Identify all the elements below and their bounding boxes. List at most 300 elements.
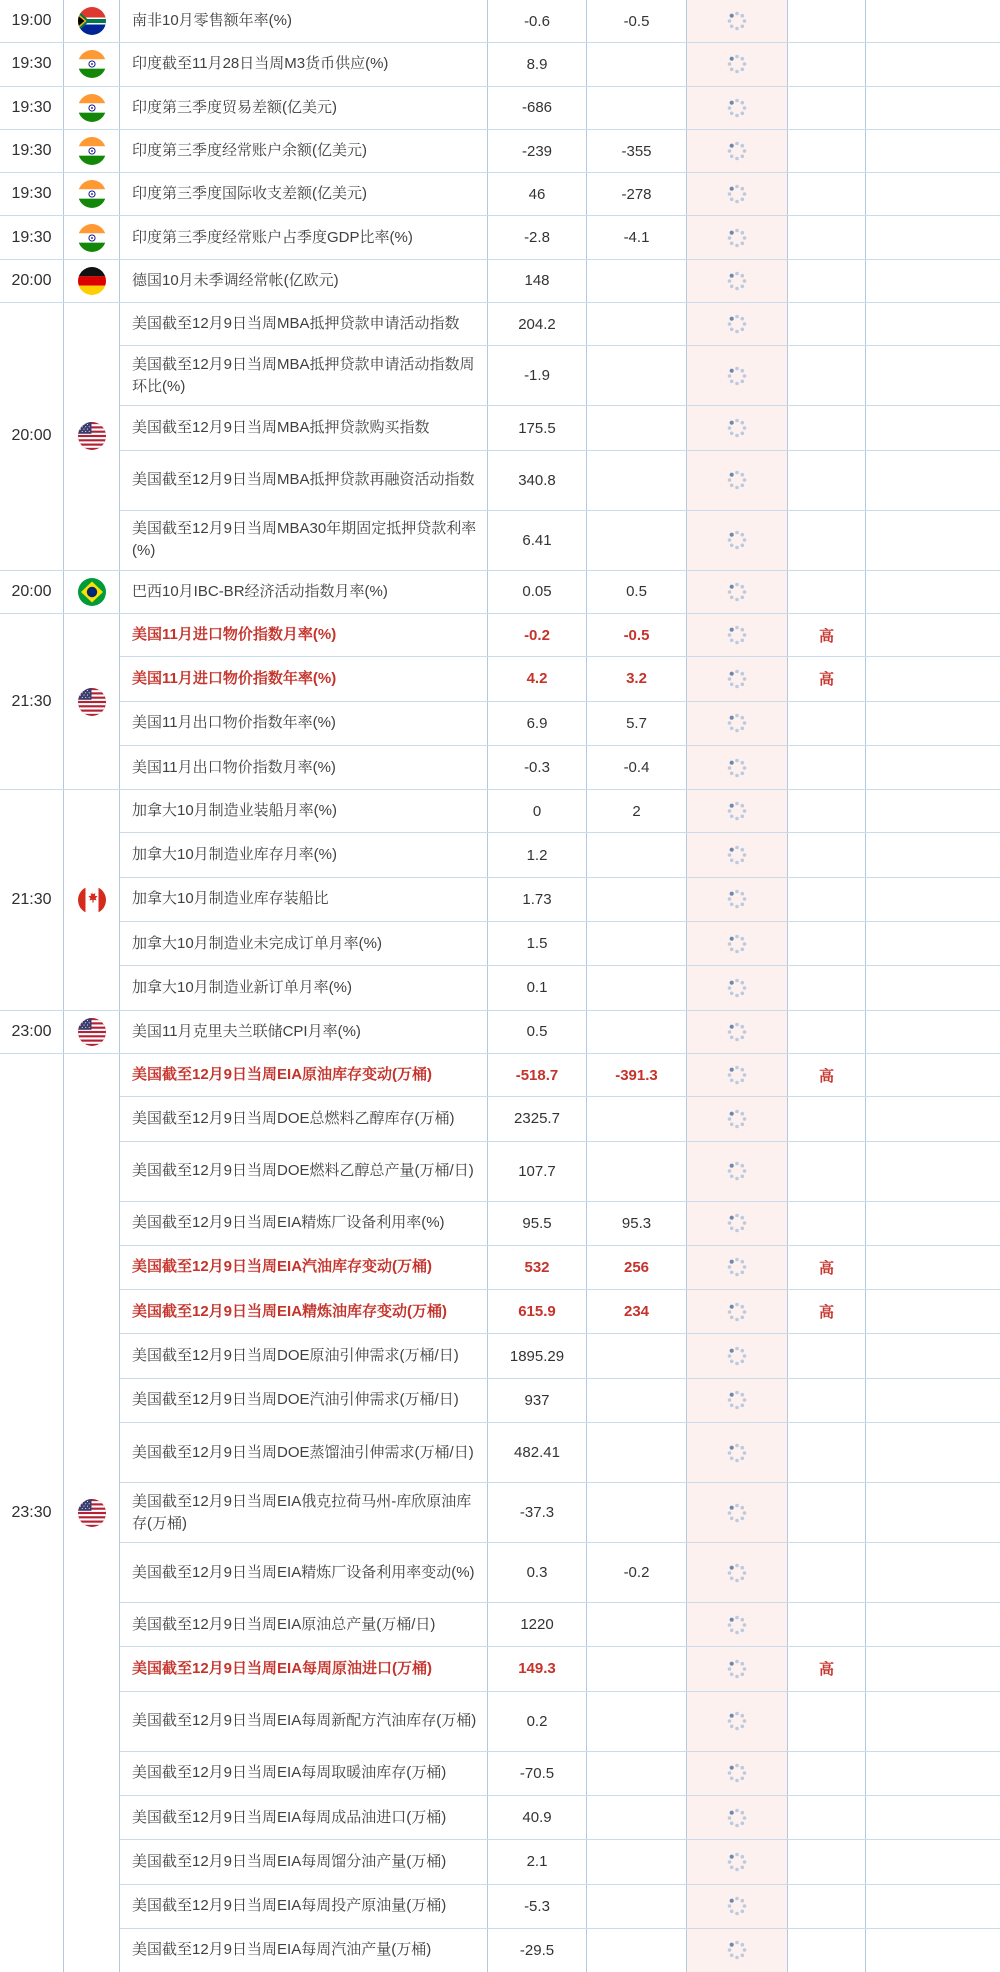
loading-spinner-icon xyxy=(726,270,748,292)
status-cell xyxy=(687,451,788,510)
status-cell xyxy=(687,657,788,700)
loading-spinner-icon xyxy=(726,888,748,910)
status-cell xyxy=(687,260,788,302)
importance-badge xyxy=(788,1142,866,1201)
status-cell xyxy=(687,833,788,876)
status-cell xyxy=(687,303,788,345)
loading-spinner-icon xyxy=(726,1762,748,1784)
importance-badge xyxy=(788,966,866,1009)
loading-spinner-icon xyxy=(726,800,748,822)
forecast-value xyxy=(587,43,687,85)
status-cell xyxy=(687,1647,788,1690)
forecast-value xyxy=(587,833,687,876)
actual-value: 482.41 xyxy=(488,1423,587,1482)
forecast-value xyxy=(587,1692,687,1751)
forecast-value xyxy=(587,1885,687,1928)
flag-usa-icon xyxy=(78,1018,106,1046)
empty-cell xyxy=(866,1246,1000,1289)
importance-badge xyxy=(788,1097,866,1140)
flag-usa-icon xyxy=(78,688,106,716)
actual-value: 2325.7 xyxy=(488,1097,587,1140)
loading-spinner-icon xyxy=(726,97,748,119)
status-cell xyxy=(687,511,788,570)
status-cell xyxy=(687,130,788,172)
table-row[interactable] xyxy=(120,345,1000,405)
flag-india-icon xyxy=(78,94,106,122)
status-cell xyxy=(687,1290,788,1333)
loading-spinner-icon xyxy=(726,1710,748,1732)
importance-badge xyxy=(788,511,866,570)
empty-cell xyxy=(866,657,1000,700)
importance-badge xyxy=(788,571,866,613)
flag-cell xyxy=(64,87,120,129)
empty-cell xyxy=(866,1752,1000,1795)
importance-badge xyxy=(788,1483,866,1542)
importance-badge: 高 xyxy=(788,614,866,656)
status-cell xyxy=(687,216,788,258)
event-label: 美国截至12月9日当周DOE总燃料乙醇库存(万桶) xyxy=(120,1097,488,1140)
forecast-value: -391.3 xyxy=(587,1054,687,1096)
forecast-value xyxy=(587,303,687,345)
table-row[interactable] xyxy=(120,1839,1000,1883)
event-label: 加拿大10月制造业装船月率(%) xyxy=(120,790,488,832)
event-label: 美国11月进口物价指数月率(%) xyxy=(120,614,488,656)
status-cell xyxy=(687,1603,788,1646)
loading-spinner-icon xyxy=(726,757,748,779)
importance-badge xyxy=(788,0,866,42)
forecast-value: 256 xyxy=(587,1246,687,1289)
table-row[interactable] xyxy=(120,1289,1000,1333)
empty-cell xyxy=(866,571,1000,613)
table-row[interactable] xyxy=(120,877,1000,921)
forecast-value xyxy=(587,1423,687,1482)
status-cell xyxy=(687,0,788,42)
table-row[interactable] xyxy=(120,1646,1000,1690)
importance-badge xyxy=(788,303,866,345)
calendar-group xyxy=(0,0,1000,42)
event-label: 美国截至12月9日当周EIA俄克拉荷马州-库欣原油库存(万桶) xyxy=(120,1483,488,1542)
table-row[interactable] xyxy=(120,450,1000,510)
calendar-group xyxy=(0,302,1000,570)
flag-brazil-icon xyxy=(78,578,106,606)
event-label: 美国截至12月9日当周MBA抵押贷款再融资活动指数 xyxy=(120,451,488,510)
flag-canada-icon xyxy=(78,886,106,914)
forecast-value xyxy=(587,1097,687,1140)
status-cell xyxy=(687,1097,788,1140)
status-cell xyxy=(687,614,788,656)
time-cell: 19:30 xyxy=(0,130,64,172)
table-row[interactable] xyxy=(120,130,1000,172)
table-row[interactable] xyxy=(120,1482,1000,1542)
flag-germany-icon xyxy=(78,267,106,295)
empty-cell xyxy=(866,1011,1000,1053)
forecast-value xyxy=(587,1603,687,1646)
time-cell: 23:00 xyxy=(0,1011,64,1053)
forecast-value xyxy=(587,1840,687,1883)
event-label: 美国截至12月9日当周EIA每周汽油产量(万桶) xyxy=(120,1929,488,1972)
empty-cell xyxy=(866,216,1000,258)
event-label: 印度截至11月28日当周M3货币供应(%) xyxy=(120,43,488,85)
status-cell xyxy=(687,571,788,613)
event-label: 印度第三季度经常账户余额(亿美元) xyxy=(120,130,488,172)
empty-cell xyxy=(866,1379,1000,1422)
loading-spinner-icon xyxy=(726,1939,748,1961)
event-label: 美国11月进口物价指数年率(%) xyxy=(120,657,488,700)
forecast-value: 3.2 xyxy=(587,657,687,700)
flag-india-icon xyxy=(78,224,106,252)
actual-value: -70.5 xyxy=(488,1752,587,1795)
importance-badge xyxy=(788,878,866,921)
actual-value: -2.8 xyxy=(488,216,587,258)
forecast-value xyxy=(587,1647,687,1690)
table-row[interactable] xyxy=(120,303,1000,345)
loading-spinner-icon xyxy=(726,581,748,603)
actual-value: 0.2 xyxy=(488,1692,587,1751)
empty-cell xyxy=(866,1603,1000,1646)
importance-badge: 高 xyxy=(788,1290,866,1333)
loading-spinner-icon xyxy=(726,1851,748,1873)
empty-cell xyxy=(866,173,1000,215)
table-row[interactable] xyxy=(120,0,1000,42)
loading-spinner-icon xyxy=(726,227,748,249)
forecast-value: -0.5 xyxy=(587,0,687,42)
actual-value: 1220 xyxy=(488,1603,587,1646)
forecast-value: 234 xyxy=(587,1290,687,1333)
actual-value: -518.7 xyxy=(488,1054,587,1096)
loading-spinner-icon xyxy=(726,417,748,439)
calendar-group xyxy=(0,1053,1000,1972)
importance-badge xyxy=(788,87,866,129)
table-row[interactable] xyxy=(120,1096,1000,1140)
loading-spinner-icon xyxy=(726,1212,748,1234)
loading-spinner-icon xyxy=(726,1807,748,1829)
forecast-value xyxy=(587,87,687,129)
forecast-value: 5.7 xyxy=(587,702,687,745)
table-row[interactable] xyxy=(120,745,1000,789)
loading-spinner-icon xyxy=(726,1108,748,1130)
flag-cell xyxy=(64,43,120,85)
event-label: 美国截至12月9日当周EIA每周原油进口(万桶) xyxy=(120,1647,488,1690)
table-row[interactable] xyxy=(120,614,1000,656)
loading-spinner-icon xyxy=(726,668,748,690)
flag-india-icon xyxy=(78,50,106,78)
importance-badge xyxy=(788,1543,866,1602)
event-label: 印度第三季度贸易差额(亿美元) xyxy=(120,87,488,129)
event-label: 美国11月出口物价指数年率(%) xyxy=(120,702,488,745)
time-cell: 19:30 xyxy=(0,216,64,258)
empty-cell xyxy=(866,87,1000,129)
actual-value: 46 xyxy=(488,173,587,215)
status-cell xyxy=(687,1011,788,1053)
event-label: 美国截至12月9日当周EIA原油总产量(万桶/日) xyxy=(120,1603,488,1646)
forecast-value xyxy=(587,1142,687,1201)
status-cell xyxy=(687,1929,788,1972)
empty-cell xyxy=(866,1543,1000,1602)
table-row[interactable] xyxy=(120,1422,1000,1482)
table-row[interactable] xyxy=(120,405,1000,449)
forecast-value: -4.1 xyxy=(587,216,687,258)
table-row[interactable] xyxy=(120,1245,1000,1289)
importance-badge xyxy=(788,43,866,85)
forecast-value xyxy=(587,1334,687,1377)
actual-value: 4.2 xyxy=(488,657,587,700)
loading-spinner-icon xyxy=(726,183,748,205)
time-cell: 19:30 xyxy=(0,43,64,85)
status-cell xyxy=(687,790,788,832)
event-label: 美国截至12月9日当周EIA精炼油库存变动(万桶) xyxy=(120,1290,488,1333)
event-label: 美国截至12月9日当周EIA精炼厂设备利用率(%) xyxy=(120,1202,488,1245)
forecast-value xyxy=(587,511,687,570)
empty-cell xyxy=(866,1054,1000,1096)
loading-spinner-icon xyxy=(726,469,748,491)
calendar-group xyxy=(0,129,1000,172)
loading-spinner-icon xyxy=(726,1658,748,1680)
forecast-value xyxy=(587,406,687,449)
loading-spinner-icon xyxy=(726,624,748,646)
table-row[interactable] xyxy=(120,701,1000,745)
event-label: 美国截至12月9日当周EIA每周新配方汽油库存(万桶) xyxy=(120,1692,488,1751)
empty-cell xyxy=(866,1692,1000,1751)
importance-badge xyxy=(788,833,866,876)
importance-badge xyxy=(788,1334,866,1377)
event-label: 美国截至12月9日当周DOE燃料乙醇总产量(万桶/日) xyxy=(120,1142,488,1201)
actual-value: 0.1 xyxy=(488,966,587,1009)
forecast-value: -355 xyxy=(587,130,687,172)
loading-spinner-icon xyxy=(726,1301,748,1323)
forecast-value: -278 xyxy=(587,173,687,215)
empty-cell xyxy=(866,833,1000,876)
flag-usa-icon xyxy=(78,422,106,450)
table-row[interactable] xyxy=(120,510,1000,570)
actual-value: -5.3 xyxy=(488,1885,587,1928)
time-cell: 19:30 xyxy=(0,87,64,129)
table-row[interactable] xyxy=(120,1602,1000,1646)
actual-value: 0.5 xyxy=(488,1011,587,1053)
event-label: 美国截至12月9日当周MBA30年期固定抵押贷款利率(%) xyxy=(120,511,488,570)
importance-badge xyxy=(788,1379,866,1422)
empty-cell xyxy=(866,260,1000,302)
table-row[interactable] xyxy=(120,1691,1000,1751)
loading-spinner-icon xyxy=(726,1021,748,1043)
event-label: 美国截至12月9日当周EIA汽油库存变动(万桶) xyxy=(120,1246,488,1289)
status-cell xyxy=(687,43,788,85)
table-row[interactable] xyxy=(120,43,1000,85)
importance-badge xyxy=(788,406,866,449)
importance-badge xyxy=(788,173,866,215)
actual-value: 340.8 xyxy=(488,451,587,510)
empty-cell xyxy=(866,1929,1000,1972)
actual-value: 40.9 xyxy=(488,1796,587,1839)
status-cell xyxy=(687,1246,788,1289)
time-cell: 19:00 xyxy=(0,0,64,42)
table-row[interactable] xyxy=(120,1333,1000,1377)
loading-spinner-icon xyxy=(726,53,748,75)
table-row[interactable] xyxy=(120,965,1000,1009)
status-cell xyxy=(687,878,788,921)
importance-badge xyxy=(788,1692,866,1751)
empty-cell xyxy=(866,702,1000,745)
status-cell xyxy=(687,173,788,215)
actual-value: -0.3 xyxy=(488,746,587,789)
empty-cell xyxy=(866,790,1000,832)
actual-value: 148 xyxy=(488,260,587,302)
table-row[interactable] xyxy=(120,1141,1000,1201)
event-label: 美国截至12月9日当周EIA每周投产原油量(万桶) xyxy=(120,1885,488,1928)
forecast-value xyxy=(587,451,687,510)
time-cell: 19:30 xyxy=(0,173,64,215)
importance-badge xyxy=(788,790,866,832)
actual-value: -0.6 xyxy=(488,0,587,42)
flag-south-africa-icon xyxy=(78,7,106,35)
flag-india-icon xyxy=(78,180,106,208)
table-row[interactable] xyxy=(120,1928,1000,1972)
event-label: 印度第三季度国际收支差额(亿美元) xyxy=(120,173,488,215)
forecast-value xyxy=(587,1796,687,1839)
status-cell xyxy=(687,406,788,449)
table-row[interactable] xyxy=(120,1542,1000,1602)
actual-value: -239 xyxy=(488,130,587,172)
event-label: 美国截至12月9日当周EIA每周成品油进口(万桶) xyxy=(120,1796,488,1839)
actual-value: 149.3 xyxy=(488,1647,587,1690)
table-row[interactable] xyxy=(120,1378,1000,1422)
actual-value: 1895.29 xyxy=(488,1334,587,1377)
table-row[interactable] xyxy=(120,832,1000,876)
status-cell xyxy=(687,1796,788,1839)
status-cell xyxy=(687,1885,788,1928)
status-cell xyxy=(687,702,788,745)
event-label: 美国截至12月9日当周DOE原油引伸需求(万桶/日) xyxy=(120,1334,488,1377)
loading-spinner-icon xyxy=(726,529,748,551)
forecast-value: -0.5 xyxy=(587,614,687,656)
actual-value: -686 xyxy=(488,87,587,129)
actual-value: 107.7 xyxy=(488,1142,587,1201)
flag-cell xyxy=(64,303,120,570)
empty-cell xyxy=(866,746,1000,789)
loading-spinner-icon xyxy=(726,1562,748,1584)
calendar-group xyxy=(0,172,1000,215)
table-row[interactable] xyxy=(120,1751,1000,1795)
event-label: 美国截至12月9日当周EIA精炼厂设备利用率变动(%) xyxy=(120,1543,488,1602)
table-row[interactable] xyxy=(120,571,1000,613)
importance-badge xyxy=(788,702,866,745)
event-label: 美国截至12月9日当周MBA抵押贷款购买指数 xyxy=(120,406,488,449)
forecast-value xyxy=(587,1929,687,1972)
table-row[interactable] xyxy=(120,173,1000,215)
loading-spinner-icon xyxy=(726,1442,748,1464)
forecast-value xyxy=(587,1011,687,1053)
importance-badge: 高 xyxy=(788,1647,866,1690)
status-cell xyxy=(687,746,788,789)
time-cell: 21:30 xyxy=(0,790,64,1009)
loading-spinner-icon xyxy=(726,712,748,734)
status-cell xyxy=(687,1752,788,1795)
event-label: 美国11月出口物价指数月率(%) xyxy=(120,746,488,789)
status-cell xyxy=(687,1334,788,1377)
status-cell xyxy=(687,1692,788,1751)
forecast-value xyxy=(587,346,687,405)
loading-spinner-icon xyxy=(726,10,748,32)
loading-spinner-icon xyxy=(726,1389,748,1411)
table-row[interactable] xyxy=(120,656,1000,700)
event-label: 美国11月克里夫兰联储CPI月率(%) xyxy=(120,1011,488,1053)
status-cell xyxy=(687,1054,788,1096)
forecast-value xyxy=(587,878,687,921)
table-row[interactable] xyxy=(120,1011,1000,1053)
importance-badge xyxy=(788,1796,866,1839)
empty-cell xyxy=(866,1290,1000,1333)
loading-spinner-icon xyxy=(726,844,748,866)
importance-badge xyxy=(788,922,866,965)
table-row[interactable] xyxy=(120,1054,1000,1096)
time-cell: 20:00 xyxy=(0,571,64,613)
importance-badge xyxy=(788,1840,866,1883)
importance-badge xyxy=(788,746,866,789)
actual-value: -1.9 xyxy=(488,346,587,405)
actual-value: 532 xyxy=(488,1246,587,1289)
actual-value: 6.9 xyxy=(488,702,587,745)
actual-value: 6.41 xyxy=(488,511,587,570)
importance-badge xyxy=(788,1929,866,1972)
table-row[interactable] xyxy=(120,1795,1000,1839)
calendar-group xyxy=(0,1010,1000,1053)
empty-cell xyxy=(866,1885,1000,1928)
forecast-value xyxy=(587,1483,687,1542)
loading-spinner-icon xyxy=(726,140,748,162)
table-row[interactable] xyxy=(120,216,1000,258)
forecast-value xyxy=(587,260,687,302)
event-label: 美国截至12月9日当周DOE蒸馏油引伸需求(万桶/日) xyxy=(120,1423,488,1482)
table-row[interactable] xyxy=(120,1884,1000,1928)
status-cell xyxy=(687,966,788,1009)
forecast-value: 0.5 xyxy=(587,571,687,613)
empty-cell xyxy=(866,511,1000,570)
table-row[interactable] xyxy=(120,1201,1000,1245)
forecast-value xyxy=(587,922,687,965)
event-label: 美国截至12月9日当周DOE汽油引伸需求(万桶/日) xyxy=(120,1379,488,1422)
calendar-group xyxy=(0,570,1000,613)
table-row[interactable] xyxy=(120,790,1000,832)
table-row[interactable] xyxy=(120,260,1000,302)
loading-spinner-icon xyxy=(726,1160,748,1182)
forecast-value: 2 xyxy=(587,790,687,832)
status-cell xyxy=(687,1543,788,1602)
status-cell xyxy=(687,346,788,405)
table-row[interactable] xyxy=(120,87,1000,129)
importance-badge xyxy=(788,1603,866,1646)
empty-cell xyxy=(866,614,1000,656)
table-row[interactable] xyxy=(120,921,1000,965)
loading-spinner-icon xyxy=(726,933,748,955)
empty-cell xyxy=(866,1334,1000,1377)
event-label: 南非10月零售额年率(%) xyxy=(120,0,488,42)
actual-value: 2.1 xyxy=(488,1840,587,1883)
forecast-value xyxy=(587,1752,687,1795)
flag-cell xyxy=(64,790,120,1009)
flag-cell xyxy=(64,1011,120,1053)
event-label: 美国截至12月9日当周MBA抵押贷款申请活动指数 xyxy=(120,303,488,345)
empty-cell xyxy=(866,1647,1000,1690)
calendar-group xyxy=(0,86,1000,129)
status-cell xyxy=(687,1423,788,1482)
flag-cell xyxy=(64,130,120,172)
calendar-group xyxy=(0,42,1000,85)
calendar-group xyxy=(0,259,1000,302)
calendar-group xyxy=(0,215,1000,258)
forecast-value: 95.3 xyxy=(587,1202,687,1245)
loading-spinner-icon xyxy=(726,1064,748,1086)
actual-value: 1.2 xyxy=(488,833,587,876)
empty-cell xyxy=(866,966,1000,1009)
